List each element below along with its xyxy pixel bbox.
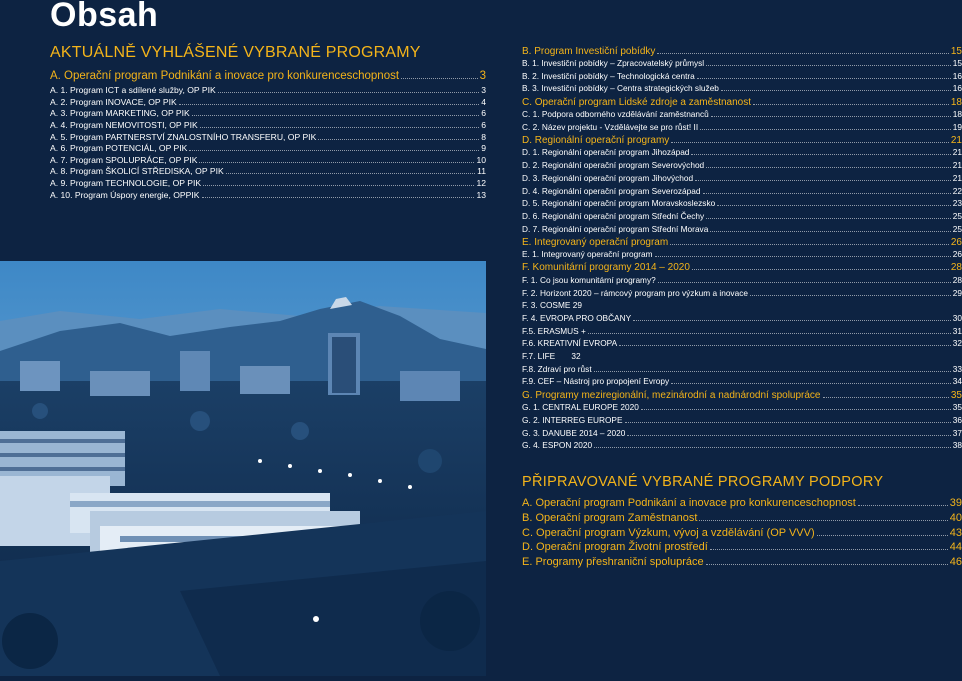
toc-entry-page: 29	[952, 287, 962, 298]
leader-dots	[721, 83, 951, 91]
toc-entry[interactable]	[522, 375, 962, 388]
leader-dots	[218, 85, 479, 93]
toc-entry-label: F.5. ERASMUS +	[522, 325, 586, 336]
toc-entry-page: 13	[476, 189, 486, 200]
toc-section-entry[interactable]	[522, 388, 962, 401]
toc-entry-label: A. 6. Program POTENCIÁL, OP PIK	[50, 143, 188, 154]
toc-entry-label: B. 2. Investiční pobídky – Technologická centra	[522, 70, 695, 81]
toc-entry-label: F.8. Zdraví pro růst	[522, 363, 592, 374]
toc-entry[interactable]	[50, 85, 486, 97]
toc-entry-page: 43	[949, 526, 962, 539]
toc-entry-label: D. 5. Regionální operační program Moravskoslezsko	[522, 198, 716, 209]
toc-list-right	[522, 44, 962, 452]
toc-entry-page: 26	[952, 249, 962, 260]
toc-entry-label: G. 3. DANUBE 2014 – 2020	[522, 427, 626, 438]
leader-dots	[641, 402, 951, 410]
toc-entry-page: 19	[952, 121, 962, 132]
toc-entry-label: A. 8. Program ŠKOLICÍ STŘEDISKA, OP PIK	[50, 166, 224, 177]
toc-list-a	[50, 85, 486, 201]
leader-dots	[200, 120, 479, 128]
toc-entry[interactable]	[522, 146, 962, 159]
toc-entry[interactable]	[50, 155, 486, 167]
toc-entry[interactable]	[522, 121, 962, 134]
toc-entry-label: C. Operační program Lidské zdroje a zaměstnanost	[522, 96, 751, 108]
leader-dots	[657, 44, 948, 54]
toc-entry-label: C. 1. Podpora odborného vzdělávání zaměstnanců	[522, 109, 709, 120]
toc-entry-page: 16	[952, 83, 962, 94]
leader-dots	[633, 313, 951, 321]
leader-dots	[710, 224, 950, 232]
toc-entry-label: D. 6. Regionální operační program Střední Čechy	[522, 210, 705, 221]
toc-prepared-entry[interactable]	[522, 511, 962, 526]
leader-dots	[817, 525, 948, 535]
toc-entry-label: B. Program Investiční pobídky	[522, 45, 656, 57]
toc-entry-label: C. 2. Název projektu - Vzdělávejte se pro růst! II	[522, 121, 699, 132]
toc-entry-label: C. Operační program Výzkum, vývoj a vzdělávání (OP VVV)	[522, 526, 815, 539]
leader-dots	[691, 147, 950, 155]
toc-entry-page: 15	[952, 58, 962, 68]
toc-entry-label: F. 4. EVROPA PRO OBČANY	[522, 313, 632, 323]
page-title: Obsah	[50, 0, 159, 34]
leader-dots	[179, 97, 479, 105]
toc-entry-page: 34	[952, 376, 962, 387]
toc-entry[interactable]	[522, 299, 962, 312]
leader-dots	[199, 155, 474, 163]
leader-dots	[753, 95, 949, 105]
leader-dots	[706, 554, 948, 564]
toc-entry-label: A. Operační program Podnikání a inovace pro konkurenceschopnost	[50, 69, 400, 82]
toc-entry[interactable]	[522, 350, 962, 363]
toc-entry-page: 36	[952, 414, 962, 425]
leader-dots	[401, 68, 478, 79]
leader-dots	[594, 364, 951, 372]
toc-entry-page: 37	[952, 427, 962, 438]
toc-entry-label: D. 2. Regionální operační program Severovýchod	[522, 160, 705, 171]
toc-section-entry[interactable]	[522, 95, 962, 108]
toc-entry-label: D. Regionální operační programy	[522, 134, 670, 146]
toc-entry-page: 39	[949, 497, 962, 510]
toc-entry[interactable]	[522, 210, 962, 223]
toc-entry-page: 21	[952, 160, 962, 171]
toc-entry-page: 44	[949, 541, 962, 554]
toc-entry-label: F.6. KREATIVNÍ EVROPA	[522, 338, 618, 349]
toc-entry-page: 16	[952, 70, 962, 81]
leader-dots	[226, 166, 475, 174]
leader-dots	[318, 131, 479, 139]
city-photo-icon	[0, 261, 486, 676]
toc-entry-label: F. 3. COSME 29	[522, 300, 582, 311]
toc-entry-label: G. 1. CENTRAL EUROPE 2020	[522, 402, 639, 413]
toc-entry-page: 35	[952, 402, 962, 413]
toc-entry-page: 15	[950, 45, 962, 57]
toc-entry-page: 18	[950, 96, 962, 108]
toc-entry-page: 25	[952, 223, 962, 234]
toc-entry-page: 6	[481, 120, 486, 131]
toc-entry-label: F. Komunitární programy 2014 – 2020	[522, 262, 690, 274]
toc-entry[interactable]	[50, 120, 486, 132]
toc-entry[interactable]	[522, 172, 962, 185]
section-heading-current: AKTUÁLNĚ VYHLÁŠENÉ VYBRANÉ PROGRAMY	[50, 44, 421, 61]
toc-entry[interactable]	[522, 414, 962, 427]
toc-current-programs	[50, 44, 486, 201]
toc-entry[interactable]	[522, 159, 962, 172]
leader-dots	[625, 415, 951, 423]
toc-entry[interactable]	[522, 185, 962, 198]
toc-section-entry[interactable]	[522, 261, 962, 274]
toc-entry-page: 12	[476, 178, 486, 189]
toc-entry-page: 11	[477, 166, 486, 177]
toc-entry-label: A. 9. Program TECHNOLOGIE, OP PIK	[50, 178, 202, 189]
leader-dots	[858, 496, 948, 506]
toc-entry[interactable]	[522, 427, 962, 440]
toc-entry[interactable]	[522, 325, 962, 338]
toc-entry-page: 21	[950, 134, 962, 146]
toc-entry-label: F.7. LIFE 32	[522, 351, 581, 362]
leader-dots	[627, 427, 950, 435]
toc-entry-label: B. 3. Investiční pobídky – Centra strategických služeb	[522, 83, 719, 94]
toc-entry[interactable]	[522, 274, 962, 287]
toc-entry-page: 28	[950, 262, 962, 274]
leader-dots	[189, 143, 479, 151]
toc-entry-page: 6	[481, 108, 486, 119]
toc-entry-page: 46	[949, 555, 962, 568]
toc-entry-label: A. 1. Program ICT a sdílené služby, OP PIK	[50, 85, 216, 96]
toc-entry-label: E. Programy přeshraniční spolupráce	[522, 555, 704, 568]
leader-dots	[692, 261, 949, 271]
toc-entry-label: F. 2. Horizont 2020 – rámcový program pro výzkum a inovace	[522, 287, 748, 298]
toc-entry-label: G. 2. INTERREG EUROPE	[522, 414, 623, 425]
leader-dots	[711, 109, 951, 117]
toc-entry-page: 32	[952, 338, 962, 349]
toc-entry-page: 21	[952, 172, 962, 183]
toc-entry-label: E. 1. Integrovaný operační program	[522, 249, 653, 260]
leader-dots	[670, 235, 949, 245]
toc-entry-page: 26	[950, 236, 962, 248]
toc-entry-page: 23	[952, 198, 962, 209]
toc-entry-page: 38	[952, 440, 962, 451]
toc-entry-label: A. 2. Program INOVACE, OP PIK	[50, 96, 177, 107]
toc-entry-label: F.9. CEF – Nástroj pro propojení Evropy	[522, 376, 670, 387]
toc-prepared-entry[interactable]	[522, 525, 962, 540]
toc-section-entry[interactable]	[522, 44, 962, 57]
toc-entry-page: 30	[952, 313, 962, 323]
toc-entry[interactable]	[522, 337, 962, 350]
toc-entry-page: 22	[952, 185, 962, 196]
leader-dots	[655, 249, 951, 257]
toc-entry-label: F. 1. Co jsou komunitární programy?	[522, 274, 656, 285]
toc-entry-label: A. 3. Program MARKETING, OP PIK	[50, 108, 190, 119]
toc-entry[interactable]	[522, 312, 962, 325]
toc-entry[interactable]	[50, 166, 486, 178]
leader-dots	[823, 388, 949, 398]
toc-entry-label: A. 7. Program SPOLUPRÁCE, OP PIK	[50, 154, 198, 165]
toc-entry-label: G. Programy meziregionální, mezinárodní a nadnárodní spolupráce	[522, 389, 821, 401]
leader-dots	[717, 198, 951, 206]
leader-dots	[697, 71, 951, 79]
toc-entry-label: A. Operační program Podnikání a inovace pro konkurenceschopnost	[522, 497, 856, 510]
toc-entry[interactable]	[50, 143, 486, 155]
leader-dots	[671, 376, 951, 384]
toc-entry-label: B. Operační program Zaměstnanost	[522, 511, 698, 524]
toc-entry[interactable]	[50, 131, 486, 143]
leader-dots	[658, 275, 951, 283]
toc-entry[interactable]	[50, 108, 486, 120]
leader-dots	[710, 540, 948, 550]
toc-entry-label: A. 10. Program Úspory energie, OPPIK	[50, 189, 200, 200]
leader-dots	[588, 326, 951, 334]
city-photo-icon	[0, 261, 486, 676]
toc-entry[interactable]	[50, 189, 486, 201]
leader-dots	[706, 58, 951, 66]
leader-dots	[706, 211, 951, 219]
toc-entry-page: 28	[952, 274, 962, 285]
toc-entry[interactable]	[522, 363, 962, 376]
leader-dots	[671, 133, 949, 143]
toc-entry-a[interactable]	[50, 68, 486, 83]
toc-entry[interactable]	[522, 439, 962, 452]
toc-entry-label: A. 5. Program PARTNERSTVÍ ZNALOSTNÍHO TRANSFERU, OP PIK	[50, 131, 317, 142]
toc-entry-page: 3	[481, 85, 486, 96]
toc-prepared-entry[interactable]	[522, 540, 962, 555]
leader-dots	[192, 108, 479, 116]
toc-prepared-entry[interactable]	[522, 554, 962, 569]
toc-entry-label: D. 4. Regionální operační program Severozápad	[522, 185, 701, 196]
toc-entry[interactable]	[50, 178, 486, 190]
toc-entry-page: 33	[952, 363, 962, 374]
toc-entry-page: 25	[952, 210, 962, 221]
toc-entry-label: A. 4. Program NEMOVITOSTI, OP PIK	[50, 120, 198, 131]
toc-entry-label: E. Integrovaný operační program	[522, 236, 669, 248]
toc-entry[interactable]	[522, 70, 962, 83]
toc-entry-page: 40	[949, 511, 962, 524]
leader-dots	[203, 178, 474, 186]
toc-entry-page: 31	[952, 325, 962, 336]
leader-dots	[594, 440, 951, 448]
leader-dots	[619, 338, 951, 346]
toc-entry-label: G. 4. ESPON 2020	[522, 440, 593, 451]
toc-entry-label: D. Operační program Životní prostředí	[522, 541, 708, 554]
toc-section-entry[interactable]	[522, 235, 962, 248]
toc-entry-label: D. 1. Regionální operační program Jihozápad	[522, 147, 690, 158]
toc-entry[interactable]	[522, 248, 962, 261]
leader-dots	[695, 173, 951, 181]
leader-dots	[706, 160, 951, 168]
toc-entry-label: D. 7. Regionální operační program Střední Morava	[522, 223, 709, 234]
toc-entry-page: 18	[952, 109, 962, 120]
toc-entry[interactable]	[522, 401, 962, 414]
toc-entry[interactable]	[522, 287, 962, 300]
toc-entry-page: 4	[481, 96, 486, 107]
toc-entry-page: 21	[952, 147, 962, 158]
leader-dots	[699, 511, 947, 521]
leader-dots	[750, 288, 951, 296]
toc-entry[interactable]	[522, 223, 962, 236]
toc-entry-page: 8	[481, 131, 486, 142]
leader-dots	[202, 189, 475, 197]
leader-dots	[703, 185, 951, 193]
toc-entry[interactable]	[522, 197, 962, 210]
toc-entry[interactable]	[50, 97, 486, 109]
toc-prepared-entry[interactable]	[522, 496, 962, 511]
toc-entry[interactable]	[522, 108, 962, 121]
toc-entry-page: 9	[481, 143, 486, 154]
toc-entry[interactable]	[522, 57, 962, 70]
toc-entry-page: 10	[476, 154, 486, 165]
leader-dots	[700, 122, 951, 130]
toc-section-entry[interactable]	[522, 133, 962, 146]
toc-entry-label: D. 3. Regionální operační program Jihovýchod	[522, 172, 694, 183]
toc-entry-label: B. 1. Investiční pobídky – Zpracovatelský průmysl	[522, 58, 705, 68]
toc-entry[interactable]	[522, 82, 962, 95]
toc-list-prepared	[522, 496, 962, 569]
toc-entry-page: 35	[950, 389, 962, 401]
toc-entry-page: 3	[479, 69, 486, 82]
section-heading-prepared: PŘIPRAVOVANÉ VYBRANÉ PROGRAMY PODPORY	[522, 474, 884, 490]
